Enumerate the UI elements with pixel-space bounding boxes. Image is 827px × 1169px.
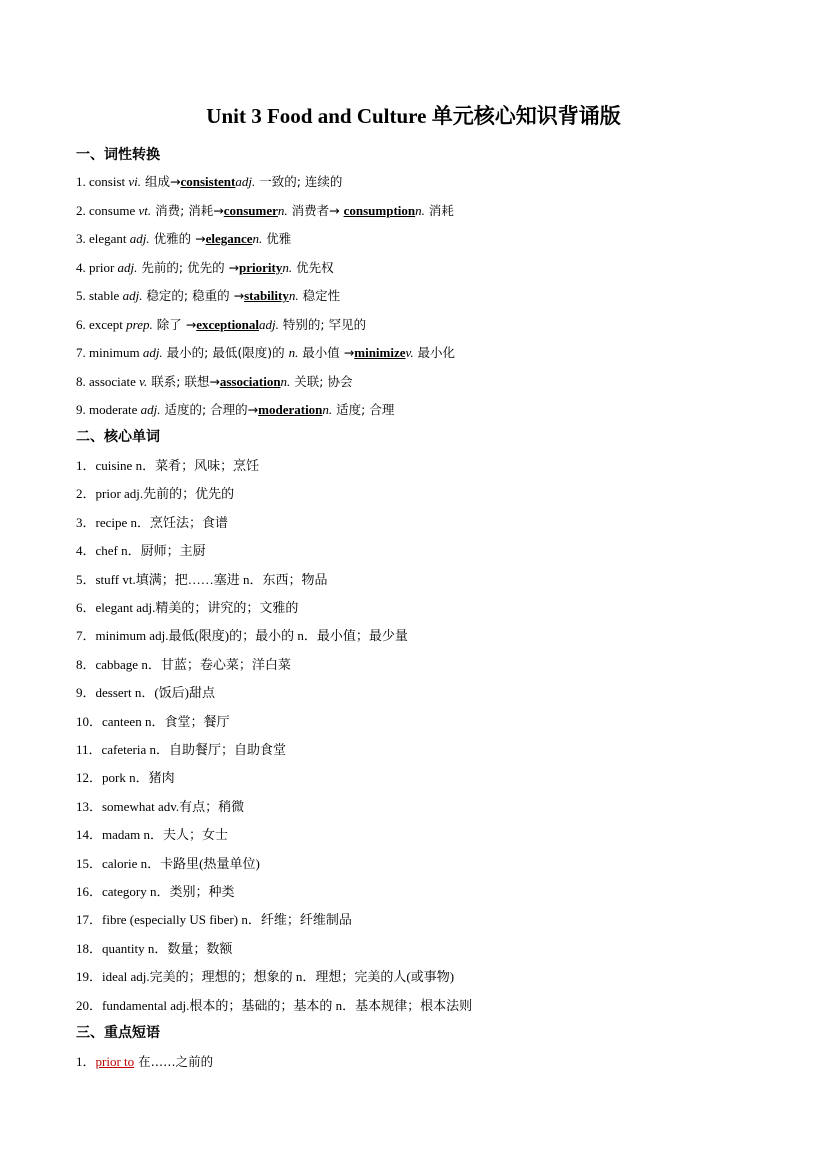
section-heading-conversion: 一、词性转换 xyxy=(76,147,160,163)
answer-word: association xyxy=(219,373,281,389)
core-word-item: 3．recipe n．烹饪法；食谱 xyxy=(76,514,229,530)
meaning-text: 先前的; 优先的 → xyxy=(137,259,240,275)
core-word-item: 6．elegant adj.精美的；讲究的；文雅的 xyxy=(76,600,299,615)
meaning-text: 适度的; 合理的→ xyxy=(160,402,259,417)
core-word-item: 12．pork n．猪肉 xyxy=(76,770,175,786)
answer-word: consumption xyxy=(343,202,416,218)
meaning-text: 稳定的; 稳重的 → xyxy=(142,288,245,303)
headword: 6. except xyxy=(76,316,127,332)
core-word-item: 4．chef n．厨师；主厨 xyxy=(76,543,206,559)
conversion-item xyxy=(76,229,291,247)
headword: 3. elegant xyxy=(76,231,130,246)
part-of-speech: adj. xyxy=(142,345,163,360)
part-of-speech: v. xyxy=(405,345,414,360)
part-of-speech: adj. xyxy=(235,174,256,189)
part-of-speech: n. xyxy=(288,345,299,360)
part-of-speech: n. xyxy=(280,373,291,389)
conversion-item xyxy=(76,286,340,304)
meaning-text: 稳定性 xyxy=(298,288,341,303)
answer-word: consumer xyxy=(223,202,278,218)
headword: 9. moderate xyxy=(76,402,141,417)
core-word-item: 1．cuisine n．菜肴；风味；烹饪 xyxy=(76,458,260,473)
part-of-speech: n. xyxy=(277,202,288,218)
core-word-item: 18．quantity n．数量；数额 xyxy=(76,940,233,956)
answer-word: moderation xyxy=(258,402,323,417)
part-of-speech: adj. xyxy=(117,259,138,275)
part-of-speech: adj. xyxy=(122,288,143,303)
conversion-item xyxy=(76,201,454,219)
answer-word: stability xyxy=(244,288,289,303)
part-of-speech: v. xyxy=(139,373,148,389)
meaning-text: 适度; 合理 xyxy=(332,402,395,417)
core-word-item: 14．madam n．夫人；女士 xyxy=(76,827,229,843)
headword: 7. minimum xyxy=(76,345,143,360)
meaning-text: 消费; 消耗→ xyxy=(151,202,224,218)
meaning-text: 特别的; 罕见的 xyxy=(278,316,367,332)
conversion-item xyxy=(76,258,334,276)
meaning-text: 最小的; 最低(限度)的 xyxy=(162,345,289,360)
conversion-item xyxy=(76,343,455,361)
headword: 8. associate xyxy=(76,373,140,389)
core-word-item: 16．category n．类别；种类 xyxy=(76,884,235,899)
part-of-speech: n. xyxy=(288,288,299,303)
part-of-speech: n. xyxy=(322,402,333,417)
meaning-text: 联系; 联想→ xyxy=(147,373,220,389)
core-word-item: 5．stuff vt.填满；把……塞进 n．东西；物品 xyxy=(76,571,328,587)
meaning-text: 最小值 → xyxy=(298,345,355,360)
headword: 2. consume xyxy=(76,202,139,218)
core-word-item: 9．dessert n．(饭后)甜点 xyxy=(76,685,216,701)
part-of-speech: adj. xyxy=(259,316,279,332)
core-word-item: 15．calorie n．卡路里(热量单位) xyxy=(76,855,260,871)
part-of-speech: vi. xyxy=(128,174,142,189)
phrase-meaning: 在……之前的 xyxy=(134,1054,214,1069)
meaning-text: 优先权 xyxy=(292,259,334,275)
meaning-text: 消费者→ xyxy=(287,202,344,218)
meaning-text: 消耗 xyxy=(424,202,454,218)
answer-word: elegance xyxy=(205,231,253,246)
meaning-text: 优雅的 → xyxy=(149,231,206,246)
answer-word: exceptional xyxy=(196,316,260,332)
headword: 5. stable xyxy=(76,288,123,303)
core-word-item: 8．cabbage n．甘蓝；卷心菜；洋白菜 xyxy=(76,656,291,672)
meaning-text: 除了 → xyxy=(152,316,197,332)
section-heading-core-words: 二、核心单词 xyxy=(76,429,160,445)
part-of-speech: adj. xyxy=(140,402,161,417)
part-of-speech: n. xyxy=(252,231,263,246)
answer-word: priority xyxy=(239,259,283,275)
core-word-item: 2．prior adj.先前的；优先的 xyxy=(76,486,235,502)
meaning-text: 最小化 xyxy=(413,345,456,360)
core-word-item: 20．fundamental adj.根本的；基础的；基本的 n．基本规律；根本法则 xyxy=(76,997,473,1013)
phrase-item xyxy=(76,1051,213,1070)
meaning-text: 组成→ xyxy=(141,174,181,189)
page-title: Unit 3 Food and Culture 单元核心知识背诵版 xyxy=(206,104,621,128)
core-word-item: 13．somewhat adv.有点；稍微 xyxy=(76,798,245,814)
phrase-number: 1． xyxy=(76,1054,96,1069)
core-word-item: 19．ideal adj.完美的；理想的；想象的 n．理想；完美的人(或事物) xyxy=(76,969,455,985)
phrase-answer: prior to xyxy=(95,1054,135,1069)
part-of-speech: n. xyxy=(282,259,293,275)
answer-word: minimize xyxy=(354,345,406,360)
section-heading-phrases: 三、重点短语 xyxy=(76,1025,160,1041)
meaning-text: 一致的; 连续的 xyxy=(255,174,343,189)
answer-word: consistent xyxy=(180,174,236,189)
part-of-speech: prep. xyxy=(126,316,153,332)
meaning-text: 优雅 xyxy=(262,231,292,246)
part-of-speech: adj. xyxy=(129,231,150,246)
headword: 1. consist xyxy=(76,174,129,189)
conversion-item xyxy=(76,400,394,418)
part-of-speech: n. xyxy=(415,202,425,218)
conversion-item xyxy=(76,172,342,190)
conversion-item xyxy=(76,315,366,333)
core-word-item: 7．minimum adj.最低(限度)的；最小的 n．最小值；最少量 xyxy=(76,628,408,644)
headword: 4. prior xyxy=(76,259,118,275)
core-word-item: 17．fibre (especially US fiber) n．纤维；纤维制品 xyxy=(76,912,352,928)
part-of-speech: vt. xyxy=(138,202,152,218)
core-word-item: 11．cafeteria n．自助餐厅；自助食堂 xyxy=(76,742,286,757)
core-word-item: 10．canteen n．食堂；餐厅 xyxy=(76,713,230,729)
conversion-item xyxy=(76,372,352,390)
meaning-text: 关联; 协会 xyxy=(290,373,353,389)
